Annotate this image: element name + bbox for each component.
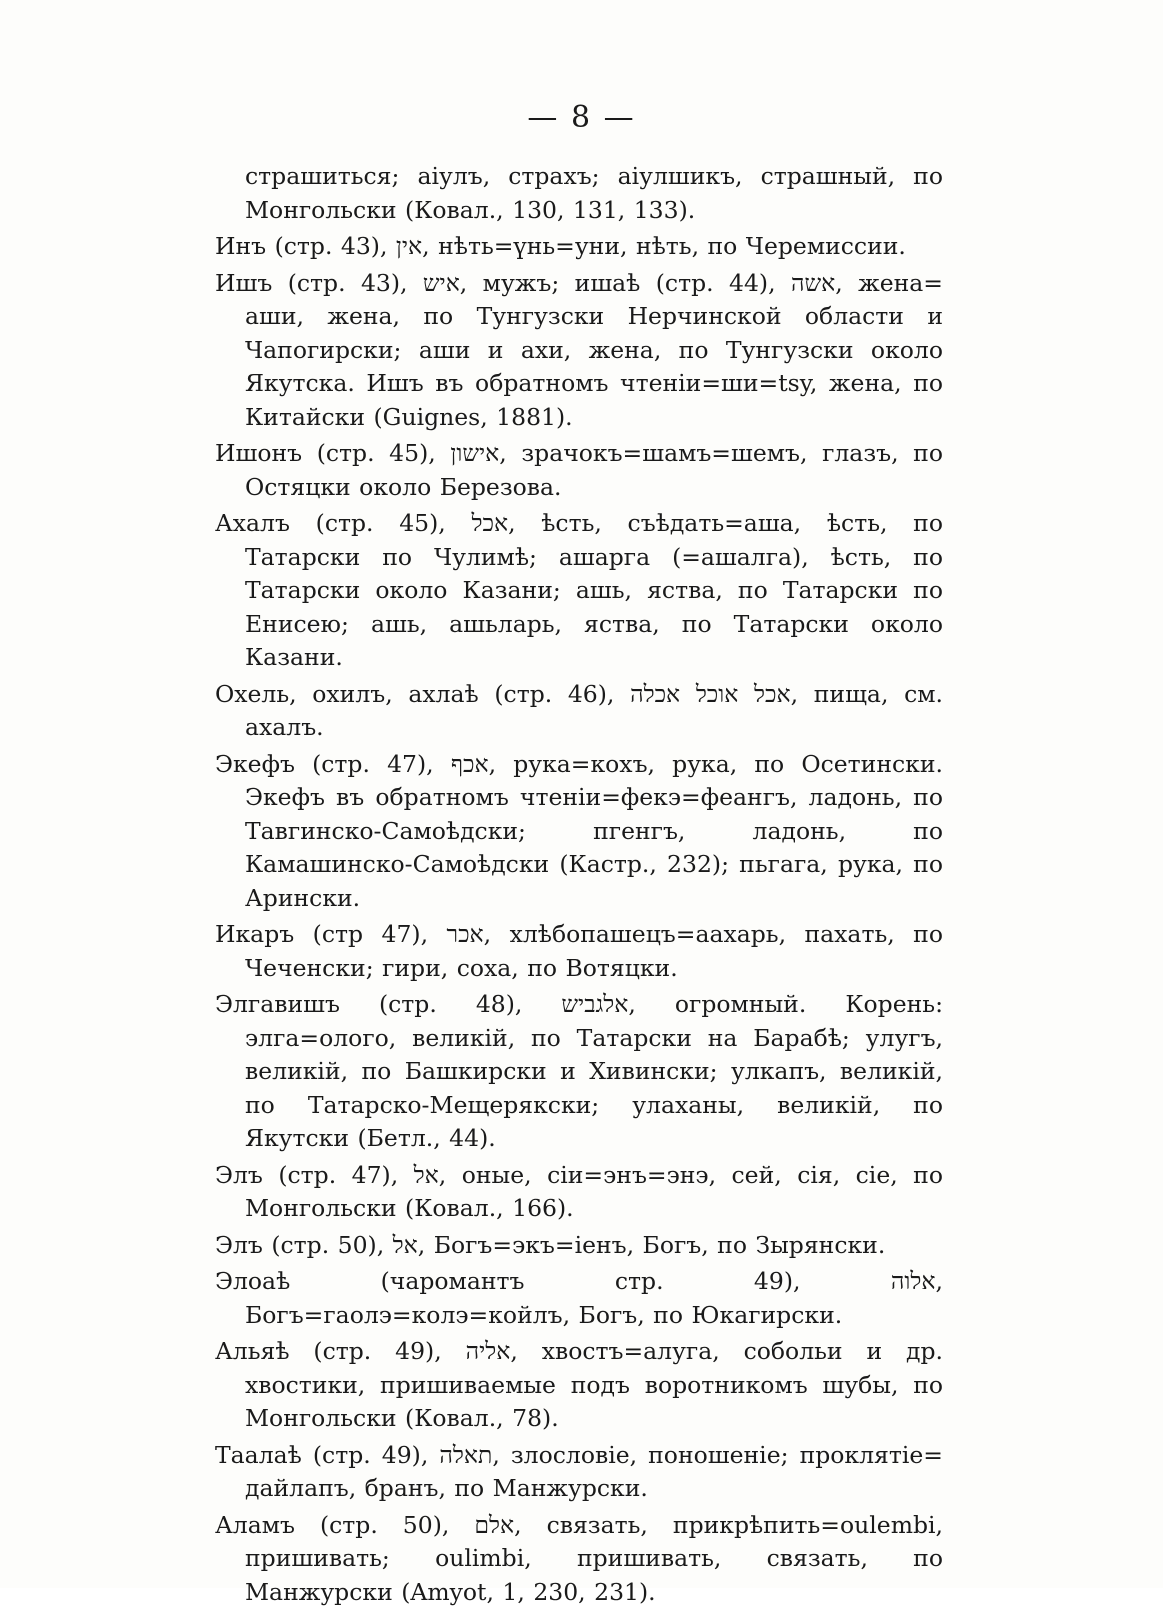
entry-alam: Аламъ (стр. 50), אלם, связать, прикрѣпить=oulembi, пришивать; oulimbi, пришивать, связать, по Манжурски (Amyot, 1, 230, 231).: [215, 1510, 944, 1606]
entry-el-god: Элъ (стр. 50), אל, Богъ=экъ=iенъ, Богъ, по Зырянски.: [215, 1230, 886, 1259]
entry-continuation: страшиться; аiулъ, страхъ; аiулшикъ, страшный, по Монгольски (Ковал., 130, 131, 133).: [245, 162, 943, 224]
entry-ikar: Икаръ (стр 47), אכר, хлѣбопашецъ=аахарь, пахать, по Чеченски; гири, соха, по Вотяцки.: [215, 920, 943, 982]
entry-okhel: Охель, охилъ, ахлаѣ (стр. 46), אכל אוכל אכלה, пища, см. ахалъ.: [215, 679, 943, 741]
page-number: — 8 —: [527, 100, 636, 135]
entry-akhal: Ахалъ (стр. 45), אכל, ѣсть, съѣдать=аша, ѣсть, по Татарски по Чулимѣ; ашарга (=ашалга), ѣсть, по Татарски около Казани; ашь, яства, по Татарски по Енисею; ашь, ашьларь, яства, по Татарски около Казани.: [215, 509, 943, 671]
entry-taalah: Таалаѣ (стр. 49), תאלה, злословiе, поношенiе; проклятiе= дайлапъ, бранъ, по Манжурски.: [215, 1440, 943, 1502]
entry-ishon: Ишонъ (стр. 45), אישון, зрачокъ=шамъ=шемъ, глазъ, по Остяцки около Березова.: [215, 439, 943, 501]
entry-alyah: Альяѣ (стр. 49), אליה, хвостъ=алуга, собольи и др. хвостики, пришиваемые подъ воротникомъ шубы, по Монгольски (Ковал., 78).: [215, 1337, 944, 1432]
entry-ish: Ишъ (стр. 43), איש, мужъ; ишаѣ (стр. 44), אשה, жена= аши, жена, по Тунгузски Нерчинской области и Чапогирски; аши и ахи, жена, по Тунгузски около Якутска. Ишъ въ обратномъ чтенiи=ши=tsy, жена, по Китайски (Guignes, 1881).: [215, 268, 943, 431]
dictionary-text: [215, 160, 943, 1612]
entry-in: Инъ (стр. 43), אין, нѣть=үнь=уни, нѣть, по Черемиссии.: [215, 232, 906, 260]
entry-elgavish: Элгавишъ (стр. 48), אלגביש, огромный. Корень: элга=олого, великiй, по Татарски на Барабѣ; улугъ, великiй, по Башкирски и Хивински; улкапъ, великiй, по Татарско-Мещерякски; улаханы, великiй, по Якутски (Бетл., 44).: [215, 990, 943, 1152]
entry-eloah: Элоаѣ (чаромантъ стр. 49), אלוה, Богъ=гаолэ=колэ=койлъ, Богъ, по Юкагирски.: [215, 1267, 943, 1329]
entry-ekef: Экефъ (стр. 47), אכף, рука=кохъ, рука, по Осетински. Экефъ въ обратномъ чтенiи=фекэ=феангъ, ладонь, по Тавгинско-Самоѣдски; пгенгъ, ладонь, по Камашинско-Самоѣдски (Кастр., 232); пьгага, рука, по Арински.: [215, 749, 943, 912]
entry-el-pronoun: Элъ (стр. 47), אל, оные, сiи=энъ=энэ, сей, сiя, сiе, по Монгольски (Ковал., 166).: [215, 1160, 943, 1222]
